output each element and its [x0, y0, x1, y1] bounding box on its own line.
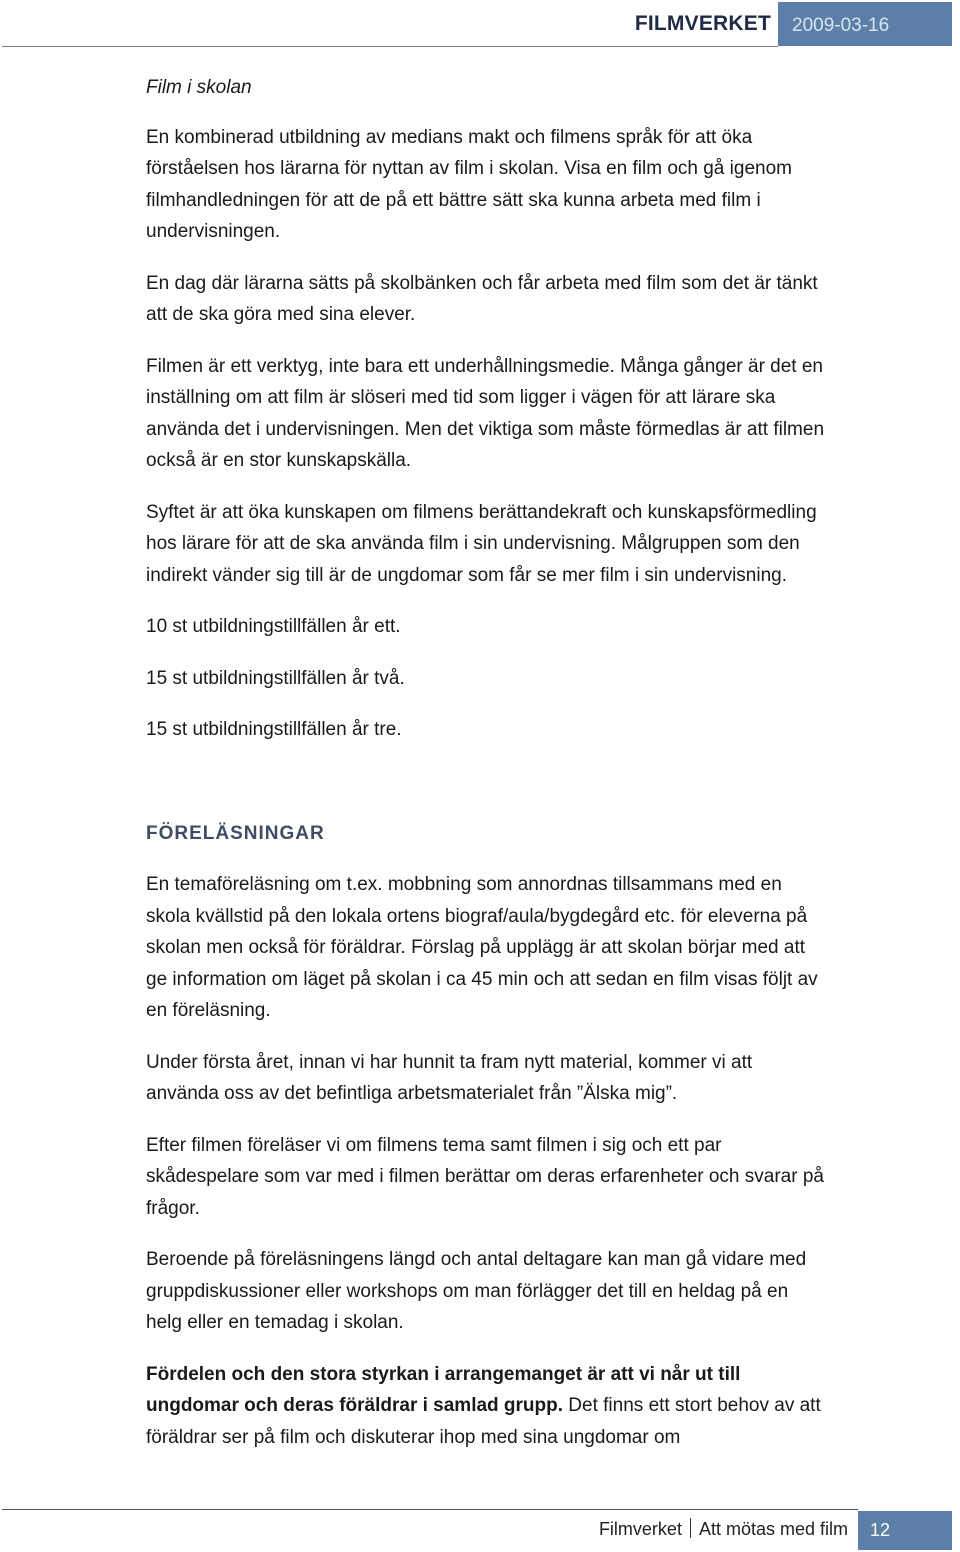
- paragraph: En temaföreläsning om t.ex. mobbning som annordnas tillsammans med en skola kvällstid på den lokala ortens biograf/aula/bygdegård etc. för eleverna på skolan men också för föräldrar. Förslag på upplägg är att skolan börjar med att ge information om läget på skolan i ca 45 min och att sedan en film visas följt av en föreläsning.: [146, 874, 818, 1021]
- list-item: 15 st utbildningstillfällen år två.: [146, 667, 405, 689]
- paragraph: Efter filmen föreläser vi om filmens tema samt filmen i sig och ett par skådespelare som var med i filmen berättar om deras erfarenheter och svarar på frågor.: [146, 1134, 824, 1219]
- paragraph: En dag där lärarna sätts på skolbänken och får arbeta med film som det är tänkt att de ska göra med sina elever.: [146, 272, 818, 325]
- footer-divider: [2, 1509, 858, 1510]
- footer-subtitle: Att mötas med film: [698, 1519, 848, 1539]
- header-divider: [2, 46, 778, 47]
- paragraph-conclusion: [146, 1359, 826, 1454]
- paragraph: Syftet är att öka kunskapen om filmens berättandekraft och kunskapsförmedling hos lärare för att de ska använda film i sin undervisning. Målgruppen som den indirekt vänder sig till är de ungdomar som får se mer film i sin undervisning.: [146, 501, 817, 586]
- page-number: 12: [858, 1511, 952, 1550]
- footer-org: Filmverket: [598, 1519, 682, 1539]
- paragraph: Filmen är ett verktyg, inte bara ett underhållningsmedie. Många gånger är det en inställning om att film är slöseri med tid som ligger i vägen för att lärare ska använda det i undervisningen. Men det viktiga som måste förmedlas är att filmen också är en stor kunskapskälla.: [146, 355, 825, 471]
- bold-statement: Fördelen och den stora styrkan i arrangemanget är att vi når ut till ungdomar och deras föräldrar i samlad grupp.: [146, 1363, 741, 1416]
- paragraph-continuation: Det finns ett stort behov av att föräldrar ser på film och diskuterar ihop med sina ungdomar om: [146, 1395, 821, 1448]
- list-item: 15 st utbildningstillfällen år tre.: [146, 719, 402, 740]
- section-title-film-i-skolan: Film i skolan: [146, 77, 252, 98]
- header-date: 2009-03-16: [778, 2, 952, 46]
- paragraph: En kombinerad utbildning av medians makt och filmens språk för att öka förståelsen hos lärarna för nyttan av film i skolan. Visa en film och gå igenom filmhandledningen för att de på ett bättre sätt ska kunna arbeta med film i undervisningen.: [146, 126, 792, 242]
- list-item: 10 st utbildningstillfällen år ett.: [146, 616, 401, 637]
- footer-label: [599, 1518, 848, 1540]
- document-body: [146, 72, 826, 1473]
- paragraph: Under första året, innan vi har hunnit ta fram nytt material, kommer vi att använda oss av det befintliga arbetsmaterialet från ”Älska mig”.: [146, 1051, 753, 1104]
- footer-separator: [690, 1518, 691, 1538]
- section-title-forelasningar: FÖRELÄSNINGAR: [146, 822, 325, 844]
- paragraph: Beroende på föreläsningens längd och antal deltagare kan man gå vidare med gruppdiskussioner eller workshops om man förlägger det till en heldag på en helg eller en temadag i skolan.: [146, 1249, 807, 1333]
- header-title: FILMVERKET: [634, 12, 771, 35]
